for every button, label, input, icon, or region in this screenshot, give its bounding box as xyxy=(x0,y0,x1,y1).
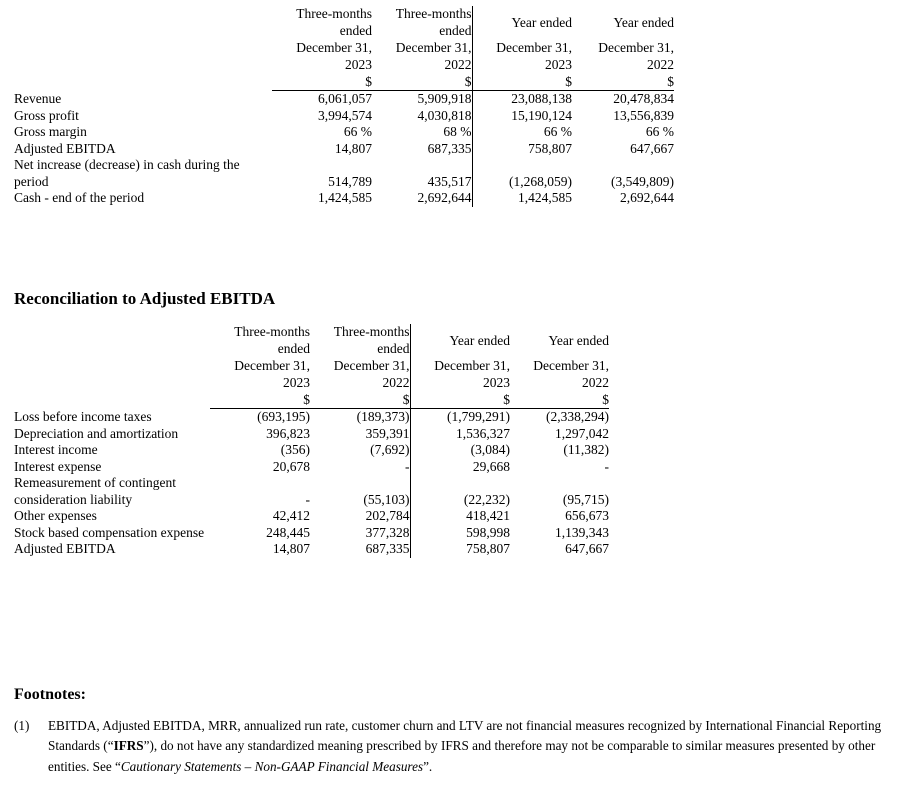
table2-cell: (95,715) xyxy=(562,491,609,507)
footnote-text xyxy=(48,716,894,777)
table1-row-label: Gross margin xyxy=(14,124,87,140)
table2-col-header-3: Year ended December 31, 2023 $ xyxy=(434,332,510,407)
table2-cell: - xyxy=(310,459,410,475)
table2-row-label: Adjusted EBITDA xyxy=(14,541,116,557)
footnote-text-part2: ”), do not have any standardized meaning prescribed by IFRS and therefore may not be comparable to similar measures presented by other entities. See “ xyxy=(48,738,876,774)
table2-header-row xyxy=(14,324,609,409)
table2-cell: 758,807 xyxy=(466,541,510,557)
table2-cell: - xyxy=(305,491,310,507)
table1-cell: 66 % xyxy=(543,124,572,140)
table2-col-header-1: Three-months ended December 31, 2023 $ xyxy=(234,324,310,407)
table1-cell: 435,517 xyxy=(372,157,472,190)
table2-cell: 14,807 xyxy=(272,541,310,557)
summary-financials-table xyxy=(14,6,674,207)
table2-cell: 1,139,343 xyxy=(555,524,609,540)
table-row xyxy=(14,91,674,108)
table2-col-header-4: Year ended December 31, 2022 $ xyxy=(533,332,609,407)
table2-body xyxy=(14,409,609,558)
summary-financials-table-wrap xyxy=(14,6,890,207)
table-row xyxy=(14,525,609,541)
table-row xyxy=(14,124,674,140)
table2-cell: 598,998 xyxy=(466,524,510,540)
table-row xyxy=(14,426,609,442)
table1-cell: 647,667 xyxy=(630,140,674,156)
table1-cell: 514,789 xyxy=(328,173,372,189)
table-row xyxy=(14,108,674,124)
footnote-text-part1: EBITDA, Adjusted EBITDA, MRR, annualized run rate, customer churn and LTV are not financial measures recognized by International Financial Reporting Standards (“ xyxy=(48,718,882,754)
table2-cell: (356) xyxy=(280,442,310,458)
table2-cell: (2,338,294) xyxy=(510,409,609,426)
table2-cell: 647,667 xyxy=(565,541,609,557)
table-row xyxy=(14,442,609,458)
table1-row-label: Net increase (decrease) in cash during the period xyxy=(14,157,240,189)
table-row xyxy=(14,141,674,157)
table1-header xyxy=(14,6,674,91)
table2-cell: 202,784 xyxy=(310,508,410,524)
table2-cell: (55,103) xyxy=(310,475,410,508)
table2-cell: - xyxy=(604,458,609,474)
table1-cell: 2,692,644 xyxy=(620,190,674,206)
table1-body xyxy=(14,91,674,207)
table1-cell: 14,807 xyxy=(334,140,372,156)
table2-cell: (693,195) xyxy=(210,409,310,426)
table2-cell: 359,391 xyxy=(310,426,410,442)
table2-cell: 377,328 xyxy=(310,525,410,541)
table2-cell: 42,412 xyxy=(272,508,310,524)
table2-row-label: Loss before income taxes xyxy=(14,409,152,425)
table1-cell: 4,030,818 xyxy=(372,108,472,124)
table2-cell: 1,297,042 xyxy=(555,425,609,441)
table1-cell: 1,424,585 xyxy=(518,190,572,206)
table1-cell: 687,335 xyxy=(372,141,472,157)
page-title: Reconciliation to Adjusted EBITDA xyxy=(14,289,276,308)
table-row xyxy=(14,409,609,426)
table1-cell: 23,088,138 xyxy=(472,91,572,108)
table1-cell: (1,268,059) xyxy=(509,173,572,189)
table1-col-header-1: Three-months ended December 31, 2023 $ xyxy=(296,6,372,89)
table1-header-row xyxy=(14,6,674,91)
table1-cell: 5,909,918 xyxy=(372,91,472,108)
table1-cell: 3,994,574 xyxy=(318,107,372,123)
table2-col-header-2: Three-months ended December 31, 2022 $ xyxy=(310,324,410,409)
table1-col-header-4: Year ended December 31, 2022 $ xyxy=(598,14,674,89)
table1-row-label: Cash - end of the period xyxy=(14,190,145,206)
table-row xyxy=(14,541,609,557)
table-row xyxy=(14,157,674,190)
table1-cell: 1,424,585 xyxy=(318,190,372,206)
table1-cell: 6,061,057 xyxy=(272,91,372,108)
table1-cell: 66 % xyxy=(645,124,674,140)
table1-row-label: Revenue xyxy=(14,91,62,107)
table-row xyxy=(14,508,609,524)
table1-cell: (3,549,809) xyxy=(611,173,674,189)
table1-cell: 758,807 xyxy=(528,140,572,156)
table2-row-label: Remeasurement of contingent consideration liability xyxy=(14,475,176,507)
table1-cell: 66 % xyxy=(343,124,372,140)
table1-col-header-2: Three-months ended December 31, 2022 $ xyxy=(372,6,472,91)
ebitda-reconciliation-table xyxy=(14,324,609,558)
table2-cell: 29,668 xyxy=(472,458,510,474)
table2-cell: 1,536,327 xyxy=(456,425,510,441)
table2-cell: 396,823 xyxy=(266,425,310,441)
table-row xyxy=(14,475,609,508)
table2-row-label: Stock based compensation expense xyxy=(14,524,205,540)
table2-cell: 687,335 xyxy=(310,541,410,557)
table-row xyxy=(14,190,674,206)
table2-cell: 20,678 xyxy=(272,458,310,474)
table1-row-label: Gross profit xyxy=(14,107,79,123)
table2-cell: (7,692) xyxy=(310,442,410,458)
footnote-marker: (1) xyxy=(14,718,30,733)
table2-cell: (22,232) xyxy=(463,491,510,507)
table2-header xyxy=(14,324,609,409)
table2-cell: (11,382) xyxy=(563,442,609,458)
table1-row-label: Adjusted EBITDA xyxy=(14,140,116,156)
table2-cell: 656,673 xyxy=(565,508,609,524)
table1-cell: 15,190,124 xyxy=(511,107,572,123)
footnote-bold-term: IFRS xyxy=(113,738,144,754)
table1-col-header-3: Year ended December 31, 2023 $ xyxy=(496,14,572,89)
table2-cell: (189,373) xyxy=(310,409,410,426)
table2-cell: 248,445 xyxy=(266,524,310,540)
footnote-text-part3: ”. xyxy=(423,758,433,774)
table2-row-label: Depreciation and amortization xyxy=(14,425,179,441)
table2-row-label: Other expenses xyxy=(14,508,97,524)
table-row xyxy=(14,459,609,475)
footnotes-heading: Footnotes: xyxy=(14,686,86,703)
footnote-italic-term: Cautionary Statements – Non-GAAP Financial Measures xyxy=(120,758,424,774)
table2-row-label: Interest income xyxy=(14,442,98,458)
table1-cell: 2,692,644 xyxy=(372,190,472,206)
table1-cell: 13,556,839 xyxy=(613,107,674,123)
ebitda-reconciliation-table-wrap xyxy=(14,324,609,558)
footnote-item xyxy=(14,716,894,777)
table2-cell: 418,421 xyxy=(466,508,510,524)
table2-row-label: Interest expense xyxy=(14,458,102,474)
table2-cell: (1,799,291) xyxy=(410,409,510,426)
table1-cell: 20,478,834 xyxy=(572,91,674,108)
table2-cell: (3,084) xyxy=(470,442,510,458)
table1-cell: 68 % xyxy=(372,124,472,140)
